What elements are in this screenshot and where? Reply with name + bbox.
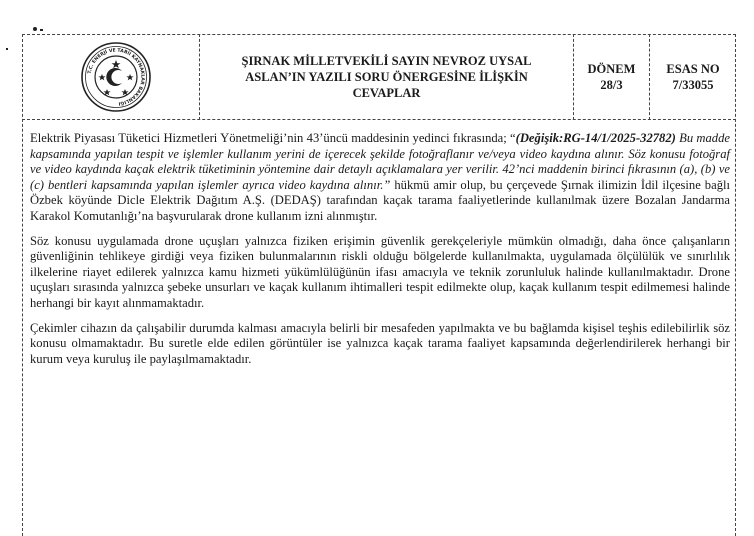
scan-speck <box>33 27 37 31</box>
esas-no-value: 7/33055 <box>672 78 714 92</box>
document-header <box>22 34 736 120</box>
donem-value: 28/3 <box>600 78 623 92</box>
esas-no-label: ESAS NO <box>666 62 720 76</box>
document-title <box>200 34 574 120</box>
paragraph-1-intro: Elektrik Piyasası Tüketici Hizmetleri Yönetmeliği’nin 43’üncü maddesinin yedinci fıkrasında; “ <box>30 131 516 145</box>
ministry-seal-logo <box>80 41 152 113</box>
paragraph-1-conclusion: hükmü amir olup, bu çerçevede Şırnak ilimizin İdil ilçesine bağlı Özbek köyünde Dicle Elektrik Dağıtım A.Ş. (DEDAŞ) tarafından kaçak tarama faaliyetlerinde kullanılmak üzere Bozalan Jandarma Karakol Komutanlığı’na başvurularak drone kullanım izni alınmıştır. <box>30 177 730 223</box>
paragraph-3: Çekimler cihazın da çalışabilir durumda kalması amacıyla belirli bir mesafeden yapılmakta ve bu bağlamda kişisel teşhis edilebilirlik söz konusu olmamaktadır. Bu suretle elde edilen görüntüler ise yalnızca kaçak tarama faaliyet kapsamında değerlendirilerek herhangi bir kurum veya kuruluş ile paylaşılmamaktadır. <box>30 320 730 366</box>
paragraph-2: Söz konusu uygulamada drone uçuşları yalnızca fiziken erişimin güvenlik gerekçeleriyle mümkün olmadığı, daha önce çalışanların güvenliğinin tehlikeye girdiği veya fiziken bulunmalarının riskli olduğu bölgelerde kullanılmakta, uygulamada ölçülülük ve sınırlılık ilkelerine riayet edilerek yalnızca kamu hizmeti yükümlülüğünün ifası amacıyla ve teknik zorunluluk halinde kullanılmaktadır. Drone uçuşları sırasında yalnızca şebeke unsurları ve kaçak kullanım ihtimalleri tespit edilmekte olup, kaçak kullanım tespit edilmemesi halinde herhangi bir kayıt alınmamaktadır. <box>30 233 730 310</box>
esas-no-cell <box>650 34 736 120</box>
paragraph-1 <box>30 131 730 225</box>
donem-cell <box>574 34 650 120</box>
scan-speck <box>40 29 43 31</box>
svg-text:T.C. ENERJİ VE TABİİ KAYNAKLAR: T.C. ENERJİ VE TABİİ KAYNAKLAR BAKANLIĞI <box>87 48 145 106</box>
regulation-reference: (Değişik:RG-14/1/2025-32782) <box>515 131 676 145</box>
scan-speck <box>6 48 8 50</box>
logo-cell <box>22 34 200 120</box>
title-line: ASLAN’IN YAZILI SORU ÖNERGESİNE İLİŞKİN <box>245 70 528 84</box>
donem-label: DÖNEM <box>587 62 636 76</box>
regulation-quote: Bu madde kapsamında yapılan tespit ve işlemler kullanım yerini de içerecek şekilde fotoğraflanır ve/veya video kaydına alınır. Söz konusu fotoğraf ve video kaydında kaçak elektrik tüketiminin yöntemine dair detaylı açıklamalara yer verilir. 42’nci maddenin birinci fıkrasının (a), (b) ve (c) bentleri kapsamında yapılan işlemler ayrıca video kaydına alınır.” <box>30 131 730 192</box>
answer-body <box>30 131 730 376</box>
title-line: ŞIRNAK MİLLETVEKİLİ SAYIN NEVROZ UYSAL <box>241 54 532 68</box>
title-line: CEVAPLAR <box>352 86 421 100</box>
